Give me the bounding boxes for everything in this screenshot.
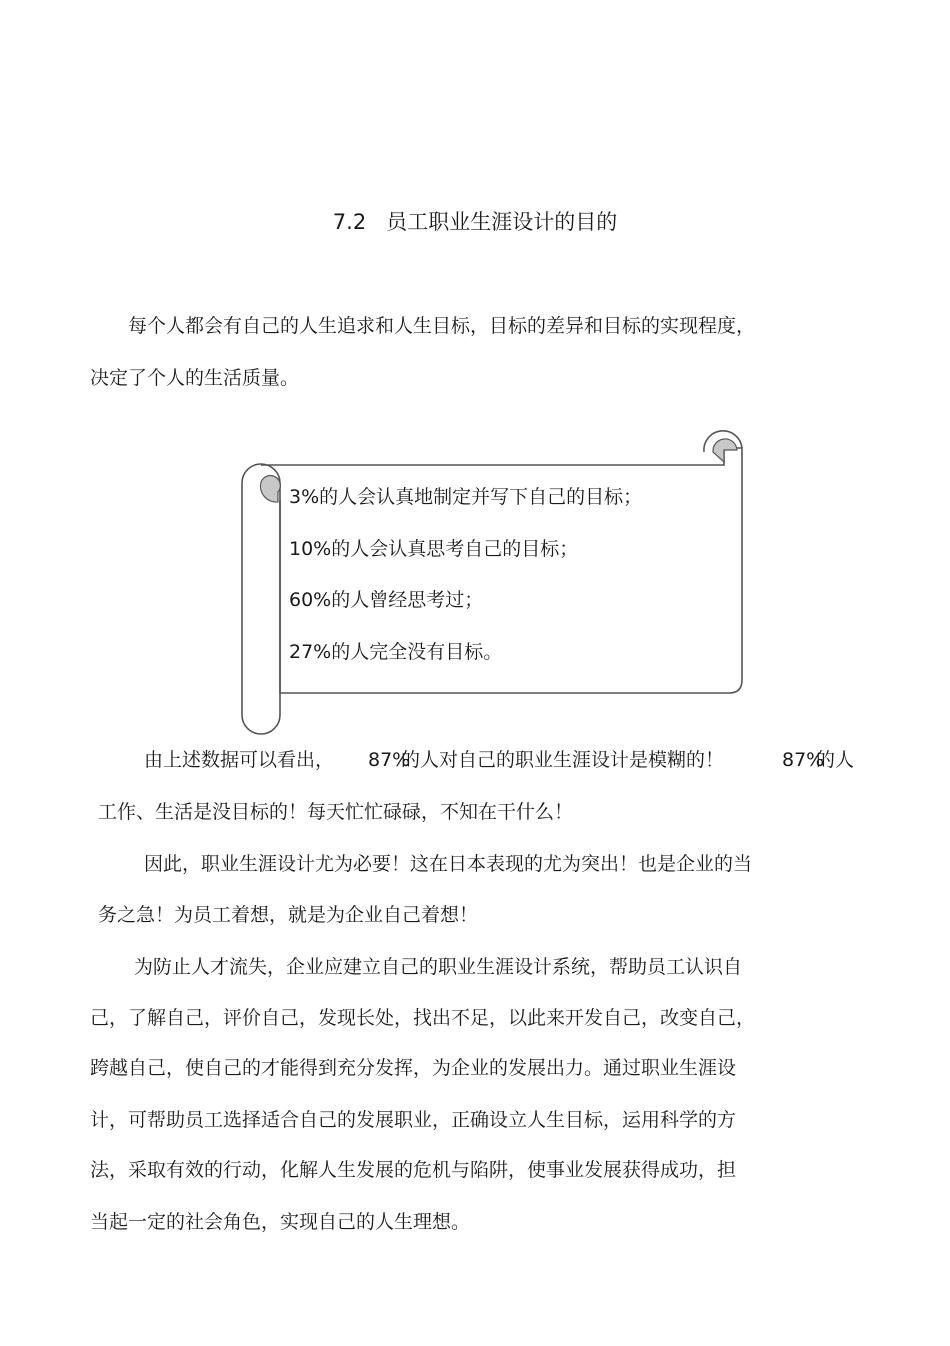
para3-line-6: 当起一定的社会角色，实现自己的人生理想。 — [90, 1211, 471, 1233]
para1-text-e: 的人 — [816, 749, 855, 771]
para3-line-2: 己，了解自己，评价自己，发现长处，找出不足，以此来开发自己，改变自己， — [90, 1007, 756, 1029]
para1-percent-2: 87% — [782, 749, 825, 771]
scroll-right-curl-icon — [713, 439, 737, 462]
para1-text-a: 由上述数据可以看出， — [144, 749, 335, 771]
section-title: 7.2 员工职业生涯设计的目的 — [332, 210, 618, 234]
scroll-item-4: 27%的人完全没有目标。 — [289, 641, 503, 663]
para2-line-2: 务之急！为员工着想，就是为企业自己着想！ — [98, 904, 479, 926]
intro-line-1: 每个人都会有自己的人生追求和人生目标，目标的差异和目标的实现程度， — [128, 315, 756, 337]
para1-text-c: 的人对自己的职业生涯设计是模糊的！ — [401, 749, 725, 771]
para1-percent-1: 87% — [368, 749, 411, 771]
para2-line-1: 因此，职业生涯设计尤为必要！这在日本表现的尤为突出！也是企业的当 — [144, 853, 753, 875]
scroll-left-curl-icon — [260, 476, 280, 503]
para3-line-3: 跨越自己，使自己的才能得到充分发挥，为企业的发展出力。通过职业生涯设 — [90, 1057, 737, 1079]
para1-line-2: 工作、生活是没目标的！每天忙忙碌碌，不知在干什么！ — [98, 801, 574, 823]
para3-line-1: 为防止人才流失，企业应建立自己的职业生涯设计系统，帮助员工认识自 — [134, 956, 743, 978]
intro-line-2: 决定了个人的生活质量。 — [90, 367, 300, 389]
para3-line-4: 计，可帮助员工选择适合自己的发展职业，正确设立人生目标，运用科学的方 — [90, 1109, 737, 1131]
scroll-item-2: 10%的人会认真思考自己的目标； — [289, 538, 579, 560]
para3-line-5: 法，采取有效的行动，化解人生发展的危机与陷阱，使事业发展获得成功，担 — [90, 1159, 737, 1181]
scroll-item-3: 60%的人曾经思考过； — [289, 589, 484, 611]
scroll-item-1: 3%的人会认真地制定并写下自己的目标； — [289, 486, 643, 508]
